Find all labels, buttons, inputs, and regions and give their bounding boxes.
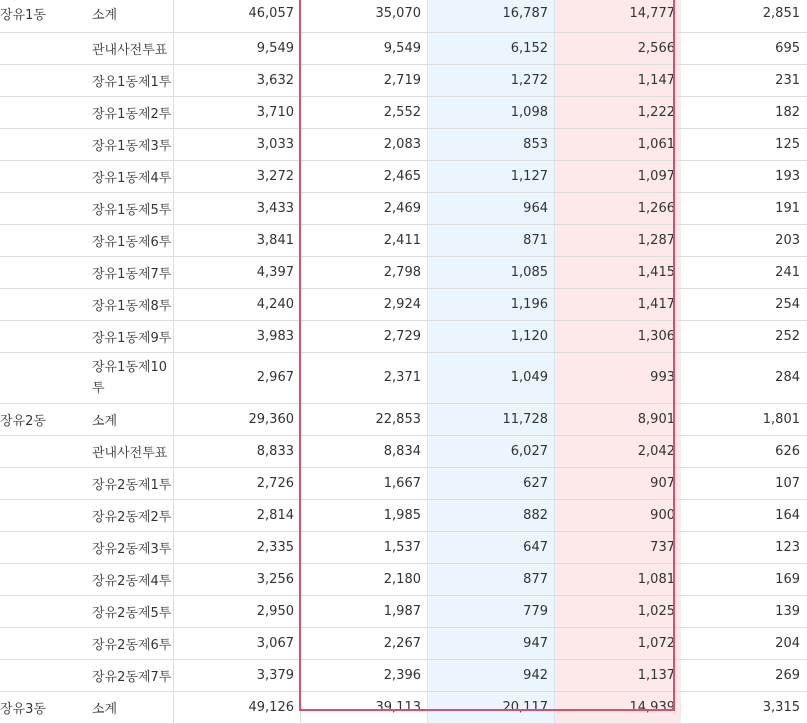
total-electors-cell: 9,549 bbox=[174, 32, 301, 64]
table-row bbox=[0, 160, 807, 192]
dong-cell bbox=[0, 531, 86, 563]
table-row bbox=[0, 691, 807, 723]
dong-cell bbox=[0, 64, 86, 96]
table-row bbox=[0, 595, 807, 627]
total-votes-cell: 1,537 bbox=[301, 531, 428, 563]
total-votes-cell: 2,465 bbox=[301, 160, 428, 192]
district-cell: 장유1동제8투 bbox=[86, 288, 174, 320]
total-electors-cell: 3,710 bbox=[174, 96, 301, 128]
other-cell: 626 bbox=[681, 435, 807, 467]
other-cell: 204 bbox=[681, 627, 807, 659]
dong-cell bbox=[0, 96, 86, 128]
other-cell: 231 bbox=[681, 64, 807, 96]
table-row bbox=[0, 352, 807, 403]
red-candidate-cell: 737 bbox=[555, 531, 682, 563]
table-row bbox=[0, 96, 807, 128]
district-cell: 장유2동제6투 bbox=[86, 627, 174, 659]
total-electors-cell: 3,632 bbox=[174, 64, 301, 96]
red-candidate-cell: 1,025 bbox=[555, 595, 682, 627]
other-cell: 241 bbox=[681, 256, 807, 288]
district-cell: 소계 bbox=[86, 403, 174, 435]
blue-candidate-cell: 942 bbox=[428, 659, 555, 691]
total-votes-cell: 2,371 bbox=[301, 352, 428, 403]
blue-candidate-cell: 853 bbox=[428, 128, 555, 160]
red-candidate-cell: 900 bbox=[555, 499, 682, 531]
red-candidate-cell: 1,266 bbox=[555, 192, 682, 224]
red-candidate-cell: 8,901 bbox=[555, 403, 682, 435]
red-candidate-cell: 1,222 bbox=[555, 96, 682, 128]
red-candidate-cell: 1,287 bbox=[555, 224, 682, 256]
table-row bbox=[0, 403, 807, 435]
table-row bbox=[0, 128, 807, 160]
blue-candidate-cell: 20,117 bbox=[428, 691, 555, 723]
district-cell: 소계 bbox=[86, 0, 174, 32]
red-candidate-cell: 1,137 bbox=[555, 659, 682, 691]
total-votes-cell: 2,729 bbox=[301, 320, 428, 352]
other-cell: 125 bbox=[681, 128, 807, 160]
table-row bbox=[0, 435, 807, 467]
district-cell: 장유2동제7투 bbox=[86, 659, 174, 691]
blue-candidate-cell: 779 bbox=[428, 595, 555, 627]
dong-cell bbox=[0, 435, 86, 467]
blue-candidate-cell: 1,127 bbox=[428, 160, 555, 192]
total-votes-cell: 2,083 bbox=[301, 128, 428, 160]
district-cell: 장유2동제5투 bbox=[86, 595, 174, 627]
red-candidate-cell: 14,777 bbox=[555, 0, 682, 32]
total-electors-cell: 2,814 bbox=[174, 499, 301, 531]
district-cell: 장유1동제10투 bbox=[86, 352, 174, 403]
red-candidate-cell: 1,417 bbox=[555, 288, 682, 320]
total-electors-cell: 2,726 bbox=[174, 467, 301, 499]
total-electors-cell: 3,256 bbox=[174, 563, 301, 595]
total-votes-cell: 2,180 bbox=[301, 563, 428, 595]
table-row bbox=[0, 563, 807, 595]
total-electors-cell: 3,067 bbox=[174, 627, 301, 659]
dong-cell bbox=[0, 128, 86, 160]
district-cell: 장유1동제6투 bbox=[86, 224, 174, 256]
dong-cell bbox=[0, 224, 86, 256]
blue-candidate-cell: 1,120 bbox=[428, 320, 555, 352]
table-row bbox=[0, 288, 807, 320]
dong-cell bbox=[0, 595, 86, 627]
total-votes-cell: 35,070 bbox=[301, 0, 428, 32]
other-cell: 3,315 bbox=[681, 691, 807, 723]
red-candidate-cell: 907 bbox=[555, 467, 682, 499]
blue-candidate-cell: 1,196 bbox=[428, 288, 555, 320]
total-votes-cell: 1,985 bbox=[301, 499, 428, 531]
district-cell: 관내사전투표 bbox=[86, 435, 174, 467]
other-cell: 254 bbox=[681, 288, 807, 320]
district-cell: 장유1동제9투 bbox=[86, 320, 174, 352]
total-electors-cell: 2,335 bbox=[174, 531, 301, 563]
total-electors-cell: 2,967 bbox=[174, 352, 301, 403]
total-electors-cell: 2,950 bbox=[174, 595, 301, 627]
red-candidate-cell: 1,415 bbox=[555, 256, 682, 288]
other-cell: 123 bbox=[681, 531, 807, 563]
blue-candidate-cell: 1,272 bbox=[428, 64, 555, 96]
table-row bbox=[0, 224, 807, 256]
dong-cell: 장유1동 bbox=[0, 0, 86, 32]
total-votes-cell: 2,267 bbox=[301, 627, 428, 659]
total-electors-cell: 4,240 bbox=[174, 288, 301, 320]
blue-candidate-cell: 964 bbox=[428, 192, 555, 224]
total-votes-cell: 2,798 bbox=[301, 256, 428, 288]
blue-candidate-cell: 877 bbox=[428, 563, 555, 595]
total-votes-cell: 1,667 bbox=[301, 467, 428, 499]
blue-candidate-cell: 16,787 bbox=[428, 0, 555, 32]
district-cell: 장유2동제4투 bbox=[86, 563, 174, 595]
table-row bbox=[0, 192, 807, 224]
district-cell: 장유1동제4투 bbox=[86, 160, 174, 192]
table-row bbox=[0, 659, 807, 691]
table-row bbox=[0, 256, 807, 288]
table-row bbox=[0, 32, 807, 64]
other-cell: 1,801 bbox=[681, 403, 807, 435]
table-row bbox=[0, 627, 807, 659]
district-cell: 장유1동제7투 bbox=[86, 256, 174, 288]
other-cell: 139 bbox=[681, 595, 807, 627]
district-cell: 장유2동제2투 bbox=[86, 499, 174, 531]
blue-candidate-cell: 1,085 bbox=[428, 256, 555, 288]
red-candidate-cell: 1,072 bbox=[555, 627, 682, 659]
other-cell: 695 bbox=[681, 32, 807, 64]
total-votes-cell: 9,549 bbox=[301, 32, 428, 64]
total-votes-cell: 2,396 bbox=[301, 659, 428, 691]
blue-candidate-cell: 1,098 bbox=[428, 96, 555, 128]
total-votes-cell: 2,719 bbox=[301, 64, 428, 96]
district-cell: 장유2동제3투 bbox=[86, 531, 174, 563]
blue-candidate-cell: 627 bbox=[428, 467, 555, 499]
red-candidate-cell: 1,147 bbox=[555, 64, 682, 96]
total-electors-cell: 4,397 bbox=[174, 256, 301, 288]
dong-cell: 장유3동 bbox=[0, 691, 86, 723]
blue-candidate-cell: 882 bbox=[428, 499, 555, 531]
district-cell: 소계 bbox=[86, 691, 174, 723]
district-cell: 관내사전투표 bbox=[86, 32, 174, 64]
total-electors-cell: 3,033 bbox=[174, 128, 301, 160]
district-cell: 장유1동제5투 bbox=[86, 192, 174, 224]
total-electors-cell: 3,379 bbox=[174, 659, 301, 691]
blue-candidate-cell: 871 bbox=[428, 224, 555, 256]
district-cell: 장유1동제2투 bbox=[86, 96, 174, 128]
blue-candidate-cell: 6,027 bbox=[428, 435, 555, 467]
other-cell: 2,851 bbox=[681, 0, 807, 32]
dong-cell bbox=[0, 320, 86, 352]
total-electors-cell: 3,841 bbox=[174, 224, 301, 256]
total-votes-cell: 1,987 bbox=[301, 595, 428, 627]
total-votes-cell: 8,834 bbox=[301, 435, 428, 467]
table-row bbox=[0, 467, 807, 499]
other-cell: 182 bbox=[681, 96, 807, 128]
dong-cell bbox=[0, 659, 86, 691]
red-candidate-cell: 1,306 bbox=[555, 320, 682, 352]
total-votes-cell: 2,552 bbox=[301, 96, 428, 128]
table-row bbox=[0, 320, 807, 352]
total-votes-cell: 2,411 bbox=[301, 224, 428, 256]
total-electors-cell: 3,433 bbox=[174, 192, 301, 224]
total-electors-cell: 3,272 bbox=[174, 160, 301, 192]
dong-cell: 장유2동 bbox=[0, 403, 86, 435]
total-votes-cell: 22,853 bbox=[301, 403, 428, 435]
district-cell: 장유1동제3투 bbox=[86, 128, 174, 160]
total-votes-cell: 2,924 bbox=[301, 288, 428, 320]
other-cell: 252 bbox=[681, 320, 807, 352]
other-cell: 107 bbox=[681, 467, 807, 499]
dong-cell bbox=[0, 499, 86, 531]
total-electors-cell: 46,057 bbox=[174, 0, 301, 32]
dong-cell bbox=[0, 563, 86, 595]
other-cell: 203 bbox=[681, 224, 807, 256]
dong-cell bbox=[0, 32, 86, 64]
other-cell: 284 bbox=[681, 352, 807, 403]
dong-cell bbox=[0, 627, 86, 659]
total-votes-cell: 2,469 bbox=[301, 192, 428, 224]
total-votes-cell: 39,113 bbox=[301, 691, 428, 723]
blue-candidate-cell: 947 bbox=[428, 627, 555, 659]
table-row bbox=[0, 64, 807, 96]
other-cell: 169 bbox=[681, 563, 807, 595]
red-candidate-cell: 1,097 bbox=[555, 160, 682, 192]
total-electors-cell: 8,833 bbox=[174, 435, 301, 467]
blue-candidate-cell: 1,049 bbox=[428, 352, 555, 403]
total-electors-cell: 29,360 bbox=[174, 403, 301, 435]
other-cell: 164 bbox=[681, 499, 807, 531]
other-cell: 193 bbox=[681, 160, 807, 192]
red-candidate-cell: 14,939 bbox=[555, 691, 682, 723]
dong-cell bbox=[0, 288, 86, 320]
table-row bbox=[0, 531, 807, 563]
total-electors-cell: 3,983 bbox=[174, 320, 301, 352]
blue-candidate-cell: 11,728 bbox=[428, 403, 555, 435]
table-row bbox=[0, 499, 807, 531]
dong-cell bbox=[0, 352, 86, 403]
red-candidate-cell: 993 bbox=[555, 352, 682, 403]
dong-cell bbox=[0, 160, 86, 192]
district-cell: 장유2동제1투 bbox=[86, 467, 174, 499]
district-cell: 장유1동제1투 bbox=[86, 64, 174, 96]
red-candidate-cell: 2,042 bbox=[555, 435, 682, 467]
dong-cell bbox=[0, 467, 86, 499]
other-cell: 191 bbox=[681, 192, 807, 224]
table-row bbox=[0, 0, 807, 32]
dong-cell bbox=[0, 256, 86, 288]
blue-candidate-cell: 6,152 bbox=[428, 32, 555, 64]
red-candidate-cell: 1,081 bbox=[555, 563, 682, 595]
other-cell: 269 bbox=[681, 659, 807, 691]
red-candidate-cell: 1,061 bbox=[555, 128, 682, 160]
red-candidate-cell: 2,566 bbox=[555, 32, 682, 64]
blue-candidate-cell: 647 bbox=[428, 531, 555, 563]
dong-cell bbox=[0, 192, 86, 224]
total-electors-cell: 49,126 bbox=[174, 691, 301, 723]
